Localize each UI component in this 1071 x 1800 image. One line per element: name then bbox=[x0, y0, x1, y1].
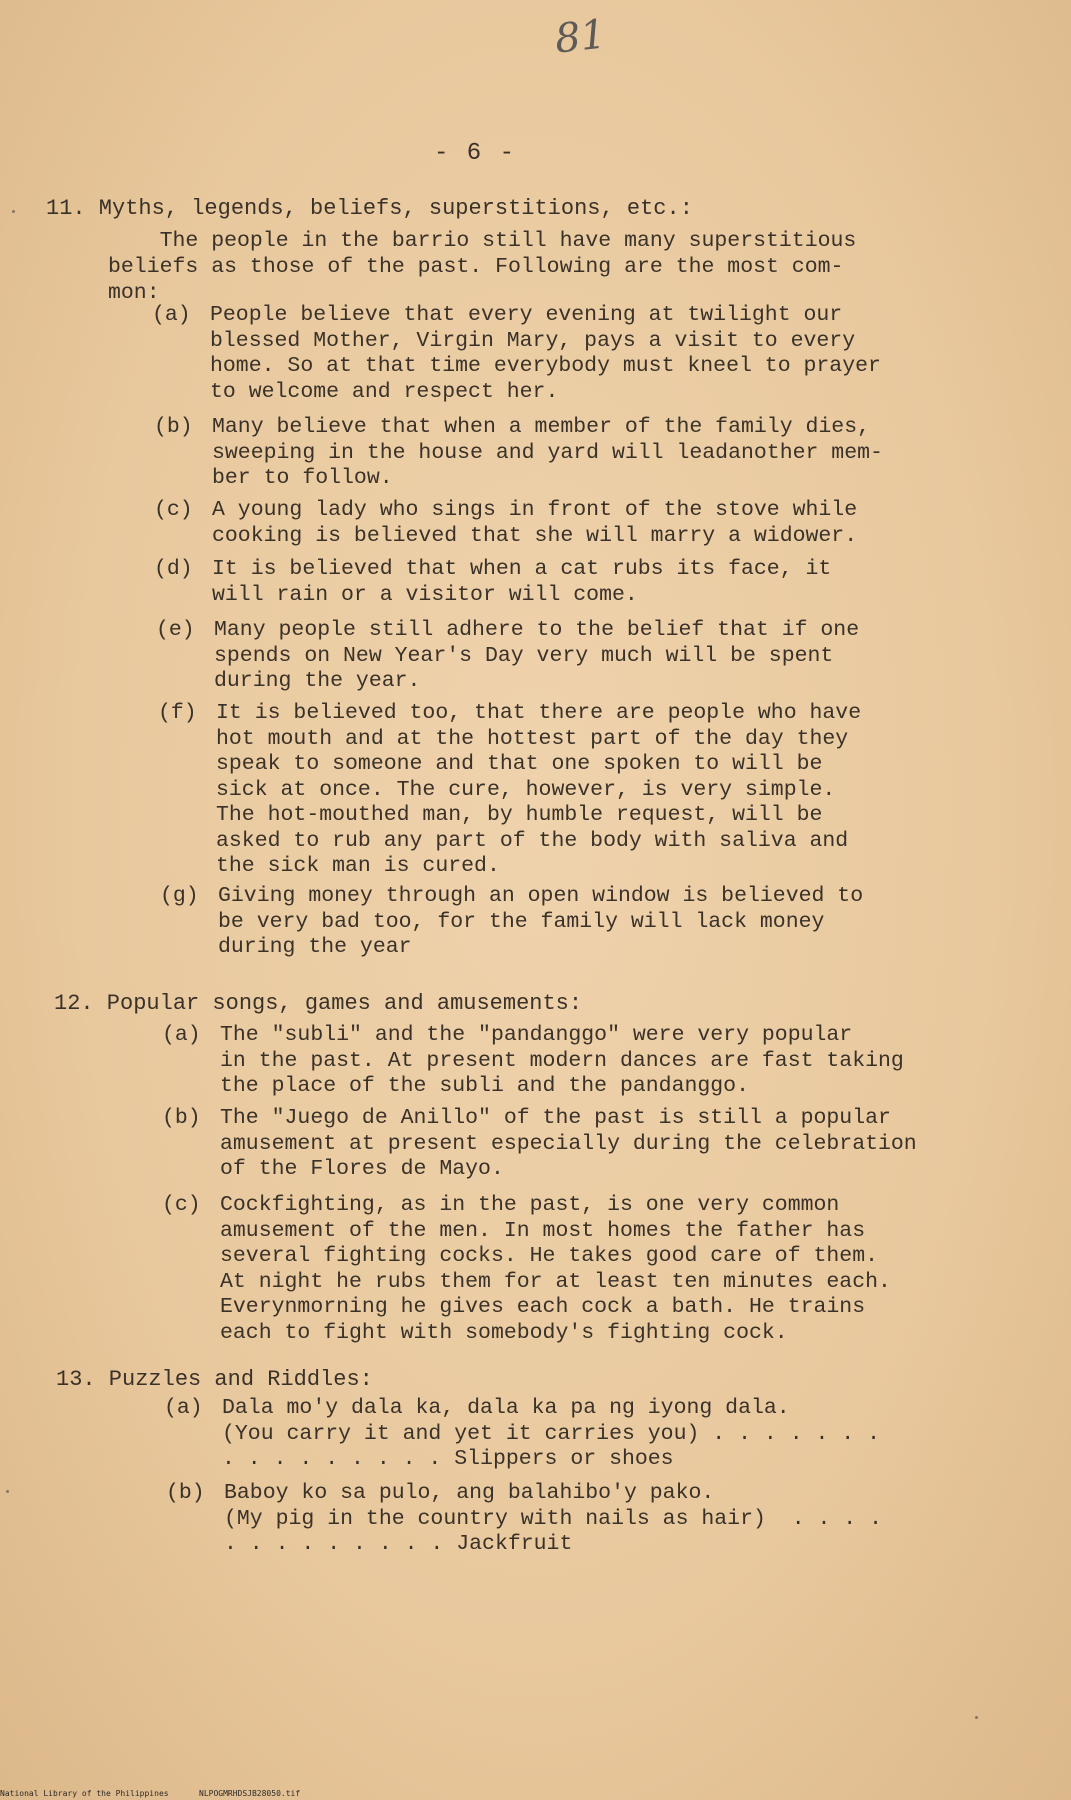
item-label: (b) bbox=[154, 415, 193, 439]
page-number: - 6 - bbox=[434, 140, 517, 167]
paper-speck bbox=[12, 210, 15, 213]
section-11-heading: 11. Myths, legends, beliefs, superstitions, etc.: bbox=[46, 196, 693, 221]
section-12-heading: 12. Popular songs, games and amusements: bbox=[54, 991, 583, 1016]
paper-speck bbox=[975, 1716, 978, 1719]
item-text: It is believed that when a cat rubs its face, it will rain or a visitor will come. bbox=[212, 557, 832, 607]
item-text: Dala mo'y dala ka, dala ka pa ng iyong dala. (You carry it and yet it carries you) . . . . . . . . . . . . . . . . Slippers or shoes bbox=[222, 1396, 881, 1471]
section-11-intro: The people in the barrio still have many superstitious beliefs as those of the past. Following are the most com- mon: bbox=[108, 229, 857, 305]
item-label: (e) bbox=[156, 618, 195, 642]
item-text: The "subli" and the "pandanggo" were very popular in the past. At present modern dances are fast taking the place of the subli and the pandanggo. bbox=[220, 1023, 904, 1098]
item-text: People believe that every evening at twilight our blessed Mother, Virgin Mary, pays a visit to every home. So at that time everybody must kneel to prayer to welcome and respect her. bbox=[210, 303, 881, 404]
item-text: Cockfighting, as in the past, is one very common amusement of the men. In most homes the father has several fighting cocks. He takes good care of them. At night he rubs them for at least ten minutes each. Everynmorning he gives each cock a bath. He trains each to fight with somebody's fighting cock. bbox=[220, 1193, 891, 1345]
item-label: (d) bbox=[154, 557, 193, 581]
item-label: (b) bbox=[166, 1481, 205, 1505]
item-text: Baboy ko sa pulo, ang balahibo'y pako. (My pig in the country with nails as hair) . . . . . . . . . . . . . Jackfruit bbox=[224, 1481, 883, 1556]
item-label: (c) bbox=[162, 1193, 201, 1217]
item-text: It is believed too, that there are people who have hot mouth and at the hottest part of the day they speak to someone and that one spoken to will be sick at once. The cure, however, is very simple. The hot-mouthed man, by humble request, will be asked to rub any part of the body with saliva and the sick man is cured. bbox=[216, 701, 862, 878]
item-label: (c) bbox=[154, 498, 193, 522]
item-label: (g) bbox=[160, 884, 199, 908]
item-text: Many believe that when a member of the family dies, sweeping in the house and yard will leadanother mem- ber to follow. bbox=[212, 415, 883, 490]
item-label: (a) bbox=[162, 1023, 201, 1047]
section-13-heading: 13. Puzzles and Riddles: bbox=[56, 1367, 373, 1392]
item-text: Giving money through an open window is believed to be very bad too, for the family will lack money during the year bbox=[218, 884, 864, 959]
item-text: Many people still adhere to the belief that if one spends on New Year's Day very much will be spent during the year. bbox=[214, 618, 860, 693]
item-label: (f) bbox=[158, 701, 197, 725]
item-label: (a) bbox=[164, 1396, 203, 1420]
paper-speck bbox=[6, 1490, 9, 1493]
item-text: The "Juego de Anillo" of the past is still a popular amusement at present especially during the celebration of the Flores de Mayo. bbox=[220, 1106, 917, 1181]
item-label: (a) bbox=[152, 303, 191, 327]
footer-library: National Library of the Philippines bbox=[0, 1789, 169, 1798]
item-text: A young lady who sings in front of the stove while cooking is believed that she will marry a widower. bbox=[212, 498, 858, 548]
footer-filename: NLPOGMRHDSJB28050.tif bbox=[199, 1789, 301, 1798]
item-label: (b) bbox=[162, 1106, 201, 1130]
handwritten-page-number: 81 bbox=[552, 11, 609, 63]
